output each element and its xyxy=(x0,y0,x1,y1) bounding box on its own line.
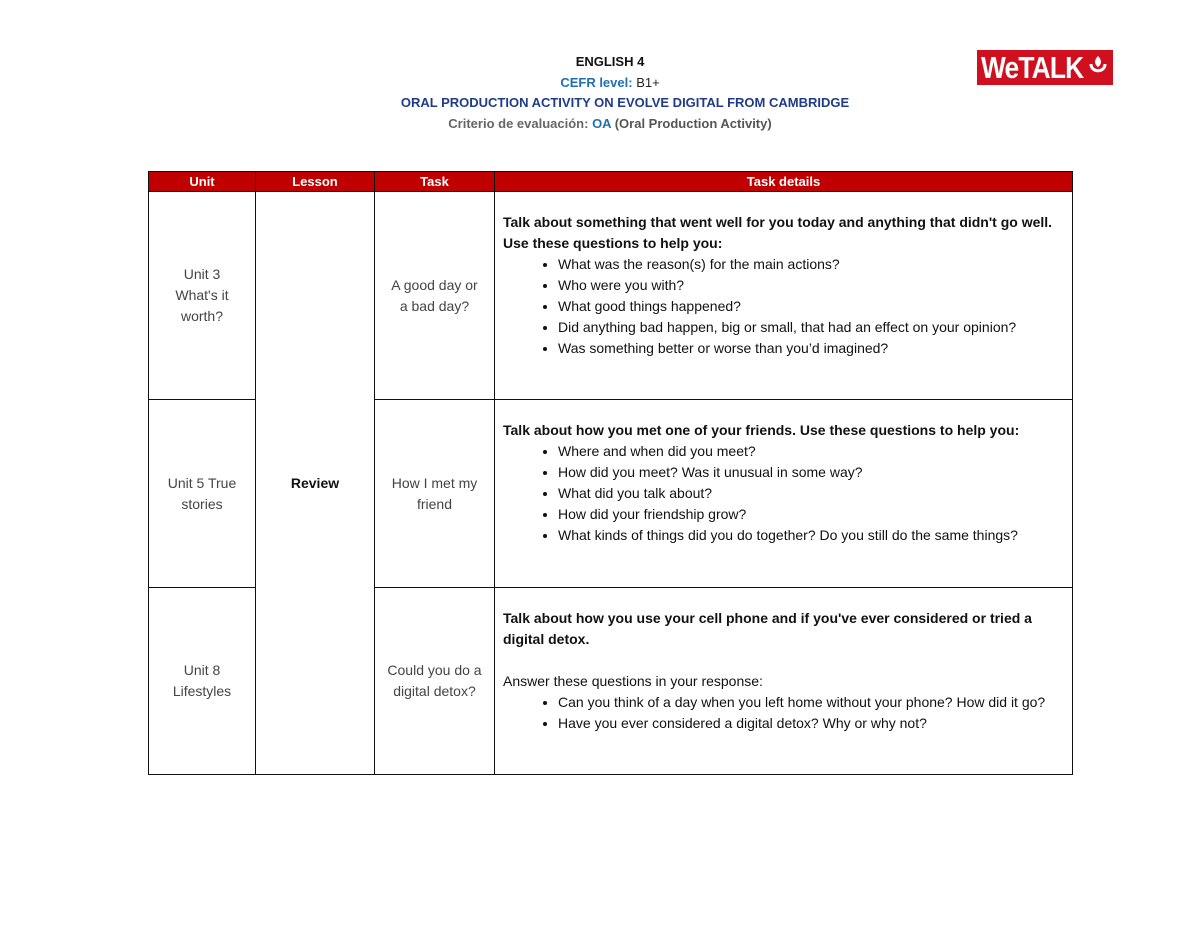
activity-table xyxy=(148,171,1073,775)
question-item: • Who were you with? xyxy=(558,275,1064,296)
activity-title: ORAL PRODUCTION ACTIVITY ON EVOLVE DIGITAL FROM CAMBRIDGE xyxy=(400,95,850,110)
task-details-cell xyxy=(495,588,1073,775)
table-header-row xyxy=(149,172,1073,192)
column-header-unit: Unit xyxy=(149,172,256,192)
logo-swoosh-icon xyxy=(1087,53,1109,79)
task-cell: How I met my friend xyxy=(375,400,495,588)
cefr-value: B1+ xyxy=(636,74,660,90)
criteria-code: OA xyxy=(592,115,612,131)
task-details-cell xyxy=(495,192,1073,400)
question-item: • What did you talk about? xyxy=(558,483,1064,504)
question-list xyxy=(503,441,1064,546)
task-subintro: Answer these questions in your response: xyxy=(503,673,763,689)
question-item: • What was the reason(s) for the main actions? xyxy=(558,254,1064,275)
task-intro: Talk about something that went well for you today and anything that didn't go well. Use these questions to help you: xyxy=(503,214,1053,251)
task-cell: A good day or a bad day? xyxy=(375,192,495,400)
question-item: • What good things happened? xyxy=(558,296,1064,317)
question-item: • How did your friendship grow? xyxy=(558,504,1064,525)
task-cell: Could you do a digital detox? xyxy=(375,588,495,775)
question-item: • Can you think of a day when you left home without your phone? How did it go? xyxy=(558,692,1064,713)
column-header-task: Task xyxy=(375,172,495,192)
unit-cell: Unit 5 True stories xyxy=(149,400,256,588)
criteria-description: (Oral Production Activity) xyxy=(614,115,772,131)
wetalk-logo xyxy=(977,50,1113,85)
logo-text: WeTALK xyxy=(981,49,1084,85)
criteria-label: Criterio de evaluación: xyxy=(448,115,589,131)
task-intro: Talk about how you met one of your friends. Use these questions to help you: xyxy=(503,422,1020,438)
question-item: • Was something better or worse than you’d imagined? xyxy=(558,338,1064,359)
column-header-lesson: Lesson xyxy=(256,172,375,192)
table-row xyxy=(149,192,1073,400)
evaluation-criteria xyxy=(20,114,1200,135)
question-item: • What kinds of things did you do together? Do you still do the same things? xyxy=(558,525,1064,546)
question-item: • Did anything bad happen, big or small, that had an effect on your opinion? xyxy=(558,317,1064,338)
unit-cell: Unit 3 What's it worth? xyxy=(149,192,256,400)
question-item: • How did you meet? Was it unusual in some way? xyxy=(558,462,1064,483)
question-item: • Where and when did you meet? xyxy=(558,441,1064,462)
question-list xyxy=(503,254,1064,359)
course-title: ENGLISH 4 xyxy=(575,54,645,69)
unit-cell: Unit 8 Lifestyles xyxy=(149,588,256,775)
task-intro: Talk about how you use your cell phone and if you've ever considered or tried a digital detox. xyxy=(503,610,1032,647)
lesson-cell: Review xyxy=(256,192,375,775)
question-item: • Have you ever considered a digital detox? Why or why not? xyxy=(558,713,1064,734)
column-header-task-details: Task details xyxy=(495,172,1073,192)
cefr-label: CEFR level: xyxy=(560,74,633,90)
question-list xyxy=(503,692,1064,734)
task-details-cell xyxy=(495,400,1073,588)
